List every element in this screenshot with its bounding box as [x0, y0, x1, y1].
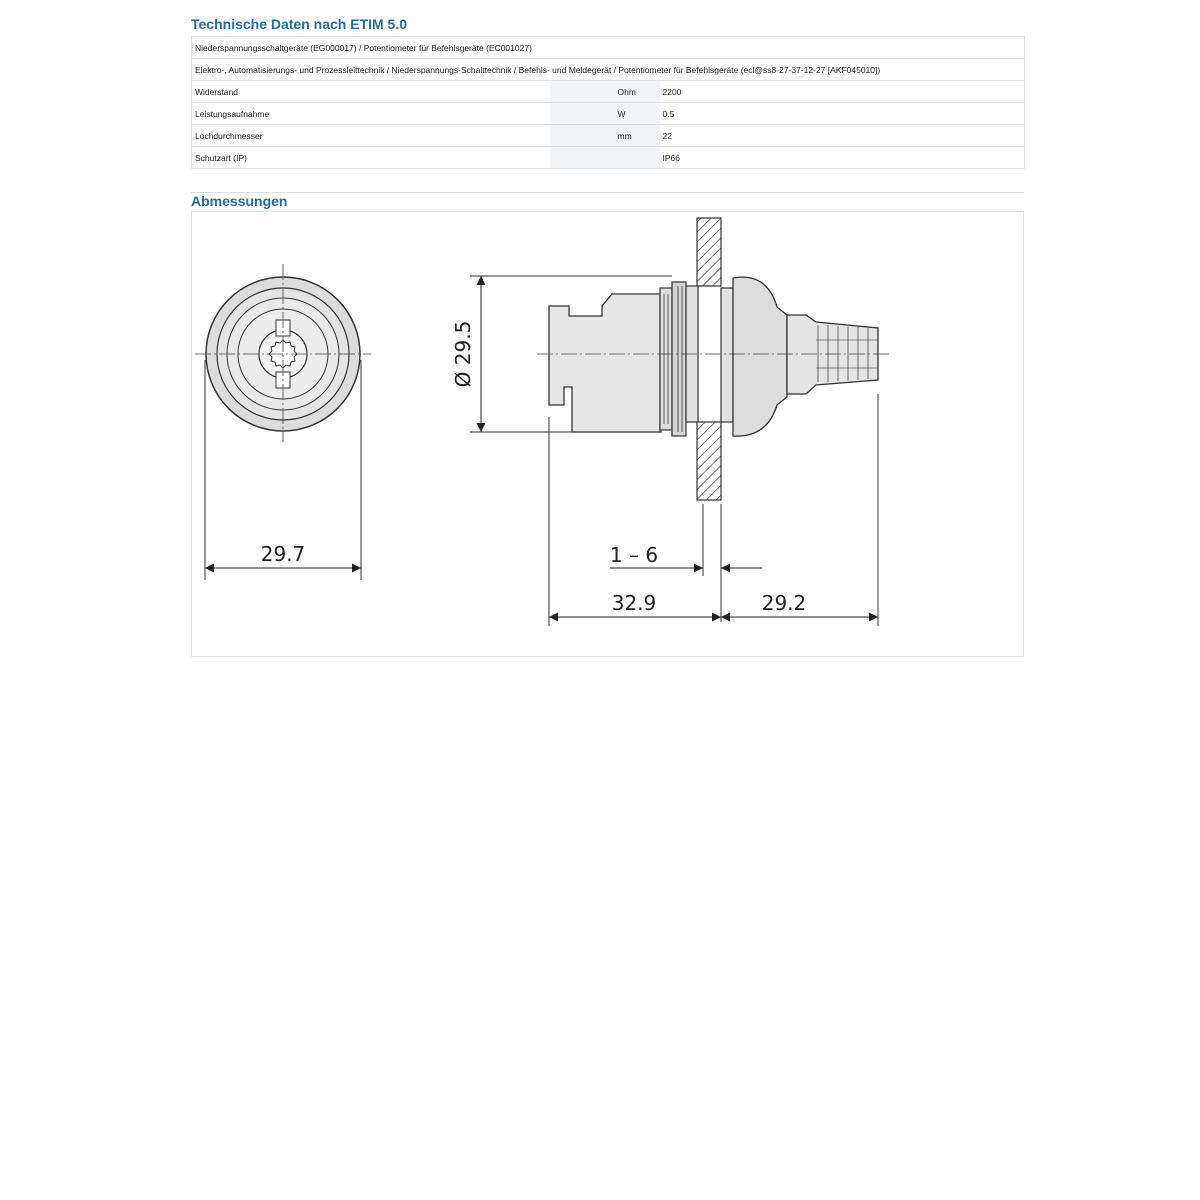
- feature-spacer: [550, 81, 615, 103]
- dimension-drawing: [192, 212, 1023, 656]
- etim-class-cell: Elektro-, Automatisierungs- und Prozessleittechnik / Niederspannungs-Schalttechnik / Befehls- und Meldegerät / Potentiometer für Befehlsgeräte (ecl@ss8-27-37-12-27 [AKF045010]): [192, 59, 1025, 81]
- feature-value: 2200: [660, 81, 1025, 103]
- feature-unit: mm: [615, 125, 660, 147]
- feature-value: IP66: [660, 147, 1025, 169]
- etim-section-title: Technische Daten nach ETIM 5.0: [191, 16, 408, 32]
- diameter-label: Ø 29.5: [451, 320, 475, 388]
- side-view: [549, 218, 878, 500]
- front-length-label: 29.2: [761, 591, 807, 615]
- etim-group-cell: Niederspannungsschaltgeräte (EG000017) / Potentiometer für Befehlsgeräte (EC001027): [192, 37, 1025, 59]
- table-row: [192, 147, 1025, 169]
- feature-name: Lochdurchmesser: [192, 125, 550, 147]
- front-width-label: 29.7: [260, 542, 306, 566]
- panel-thickness-label: 1 – 6: [609, 543, 659, 567]
- table-row: [192, 103, 1025, 125]
- feature-name: Leistungsaufnahme: [192, 103, 550, 125]
- front-view: [195, 264, 371, 580]
- dimensions-section-title: Abmessungen: [191, 193, 288, 209]
- feature-name: Schutzart (IP): [192, 147, 550, 169]
- feature-name: Widerstand: [192, 81, 550, 103]
- feature-value: 22: [660, 125, 1025, 147]
- dimension-drawing-frame: [191, 211, 1024, 657]
- feature-spacer: [550, 125, 615, 147]
- etim-spec-table: [191, 36, 1025, 169]
- feature-unit: [615, 147, 660, 169]
- rear-length-label: 32.9: [611, 591, 657, 615]
- feature-spacer: [550, 147, 615, 169]
- feature-value: 0.5: [660, 103, 1025, 125]
- table-row: [192, 59, 1025, 81]
- feature-spacer: [550, 103, 615, 125]
- table-row: [192, 125, 1025, 147]
- feature-unit: W: [615, 103, 660, 125]
- section-divider: [191, 192, 1024, 193]
- table-row: [192, 81, 1025, 103]
- table-row: [192, 37, 1025, 59]
- feature-unit: Ohm: [615, 81, 660, 103]
